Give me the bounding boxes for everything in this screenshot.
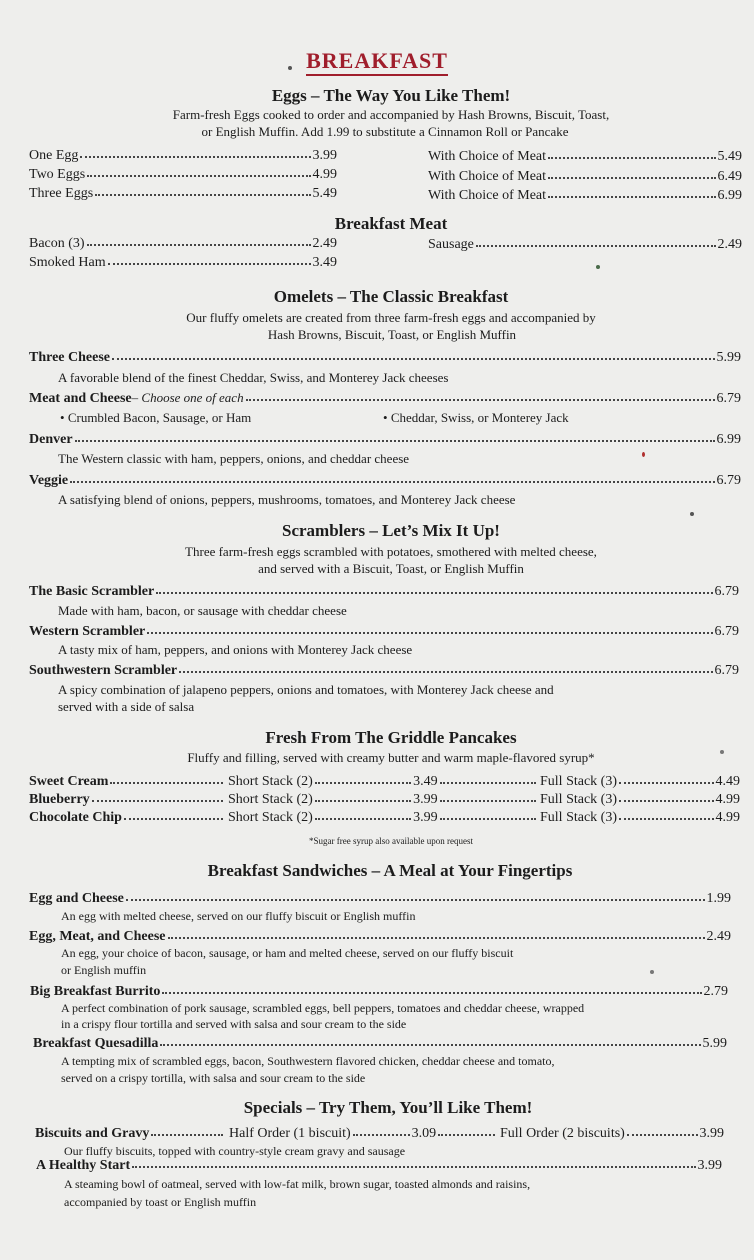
option-label: Half Order (1 biscuit)	[229, 1126, 351, 1141]
item-price: 2.49	[717, 237, 742, 252]
item-price: 6.79	[716, 473, 741, 488]
scramblers-intro-2: and served with a Biscuit, Toast, or English Muffin	[258, 561, 524, 576]
item-price: 3.49	[312, 255, 337, 270]
option-label: Short Stack (2)	[228, 792, 313, 807]
item-description: in a crispy flour tortilla and served with salsa and sour cream to the side	[61, 1017, 407, 1031]
item-name: Biscuits and Gravy	[35, 1126, 150, 1141]
item-price: 6.79	[714, 663, 739, 678]
option-bullet: • Crumbled Bacon, Sausage, or Ham	[60, 410, 252, 425]
price-option	[540, 793, 740, 807]
item-description: A favorable blend of the finest Cheddar, Swiss, and Monterey Jack cheeses	[58, 370, 449, 385]
item-name: Smoked Ham	[29, 255, 106, 270]
item-description: served on a crispy tortilla, with salsa and sour cream to the side	[61, 1071, 366, 1085]
item-price: 4.99	[312, 167, 337, 182]
item-description: An egg, your choice of bacon, sausage, or ham and melted cheese, served on our fluffy biscuit	[61, 946, 514, 960]
item-price: 2.79	[703, 984, 728, 999]
menu-item	[35, 1127, 225, 1141]
item-price: 6.79	[714, 584, 739, 599]
scramblers-heading: Scramblers – Let’s Mix It Up!	[282, 521, 500, 540]
item-price: 6.79	[714, 624, 739, 639]
option-text: Cheddar, Swiss, or Monterey Jack	[390, 410, 569, 425]
paper-speck	[642, 452, 645, 457]
item-price: 6.99	[716, 432, 741, 447]
item-price: 3.99	[699, 1126, 724, 1141]
item-name: Two Eggs	[29, 167, 86, 182]
item-price: 4.99	[715, 810, 740, 825]
item-description: A steaming bowl of oatmeal, served with low-fat milk, brown sugar, toasted almonds and raisins,	[64, 1177, 531, 1191]
eggs-intro-2: or English Muffin. Add 1.99 to substitute a Cinnamon Roll or Pancake	[201, 124, 569, 139]
menu-item	[29, 930, 731, 944]
item-name: Veggie	[29, 473, 69, 488]
item-name: Meat and Cheese	[29, 391, 132, 406]
item-price: 5.99	[716, 350, 741, 365]
item-name: Egg and Cheese	[29, 891, 124, 906]
price-option	[540, 811, 740, 825]
item-price: 4.99	[715, 792, 740, 807]
item-price: 3.99	[697, 1158, 722, 1173]
item-name: Chocolate Chip	[29, 810, 122, 825]
menu-item	[29, 391, 741, 406]
eggs-intro-1: Farm-fresh Eggs cooked to order and accompanied by Hash Browns, Biscuit, Toast,	[172, 107, 610, 122]
price-option	[540, 775, 740, 789]
option-bullet: • Cheddar, Swiss, or Monterey Jack	[383, 410, 569, 425]
menu-item	[428, 238, 742, 252]
item-name: Three Cheese	[29, 350, 110, 365]
item-price: 6.99	[717, 188, 742, 203]
option-label: Full Stack (3)	[540, 810, 617, 825]
item-description: The Western classic with ham, peppers, onions, and cheddar cheese	[58, 451, 410, 466]
item-name: Sausage	[428, 237, 474, 252]
menu-item	[29, 149, 337, 163]
price-option	[228, 811, 538, 825]
item-name: With Choice of Meat	[428, 169, 547, 184]
menu-item	[428, 189, 742, 203]
paper-speck	[690, 512, 694, 516]
menu-item	[30, 985, 728, 999]
menu-title: BREAKFAST	[306, 48, 448, 76]
menu-item	[29, 256, 337, 270]
item-name: Big Breakfast Burrito	[30, 984, 161, 999]
item-name: Blueberry	[29, 792, 90, 807]
menu-title-wrap	[0, 50, 754, 72]
item-price: 3.99	[413, 810, 438, 825]
item-name: With Choice of Meat	[428, 149, 547, 164]
price-option	[229, 1127, 497, 1141]
pancakes-intro: Fluffy and filling, served with creamy butter and warm maple-flavored syrup*	[187, 750, 595, 765]
item-price: 6.49	[717, 169, 742, 184]
item-price: 2.49	[312, 236, 337, 251]
menu-item	[29, 433, 741, 447]
item-description: A perfect combination of pork sausage, scrambled eggs, bell peppers, tomatoes and cheddar cheese, wrapped	[61, 1001, 585, 1015]
item-price: 4.49	[715, 774, 740, 789]
option-label: Full Order (2 biscuits)	[500, 1126, 625, 1141]
item-price: 3.99	[312, 148, 337, 163]
option-label: Short Stack (2)	[228, 810, 313, 825]
item-price: 3.09	[411, 1126, 437, 1141]
item-price: 2.49	[706, 929, 731, 944]
option-label: Full Stack (3)	[540, 774, 617, 789]
item-price: 5.99	[702, 1036, 727, 1051]
item-description: Made with ham, bacon, or sausage with cheddar cheese	[58, 603, 347, 618]
menu-item	[29, 585, 739, 599]
item-name: With Choice of Meat	[428, 188, 547, 203]
item-name: Egg, Meat, and Cheese	[29, 929, 166, 944]
item-name: A Healthy Start	[36, 1158, 131, 1173]
item-description: served with a side of salsa	[58, 699, 195, 714]
item-description: accompanied by toast or English muffin	[64, 1195, 257, 1209]
specials-heading: Specials – Try Them, You’ll Like Them!	[243, 1098, 533, 1117]
menu-item	[29, 625, 739, 639]
scramblers-intro-1: Three farm-fresh eggs scrambled with potatoes, smothered with melted cheese,	[185, 544, 597, 559]
menu-item	[33, 1037, 727, 1051]
item-description: A tempting mix of scrambled eggs, bacon, Southwestern flavored chicken, cheddar cheese and tomato,	[61, 1054, 555, 1068]
price-option	[500, 1127, 724, 1141]
item-name: Sweet Cream	[29, 774, 109, 789]
item-price: 1.99	[706, 891, 731, 906]
pancakes-heading: Fresh From The Griddle Pancakes	[265, 728, 517, 747]
item-description: A satisfying blend of onions, peppers, mushrooms, tomatoes, and Monterey Jack cheese	[58, 492, 516, 507]
item-description: A tasty mix of ham, peppers, and onions with Monterey Jack cheese	[58, 642, 413, 657]
item-description: An egg with melted cheese, served on our fluffy biscuit or English muffin	[61, 909, 416, 923]
menu-item	[428, 170, 742, 184]
menu-item	[29, 351, 741, 365]
omelets-intro-1: Our fluffy omelets are created from three farm-fresh eggs and accompanied by	[186, 310, 596, 325]
item-description: Our fluffy biscuits, topped with country-style cream gravy and sausage	[64, 1144, 406, 1158]
item-name: Denver	[29, 432, 73, 447]
item-description: or English muffin	[61, 963, 147, 977]
item-price: 3.99	[413, 792, 438, 807]
item-price: 3.49	[413, 774, 438, 789]
item-price: 5.49	[717, 149, 742, 164]
paper-speck	[288, 66, 292, 70]
menu-item	[428, 150, 742, 164]
omelets-heading: Omelets – The Classic Breakfast	[273, 287, 509, 306]
item-name: Southwestern Scrambler	[29, 663, 178, 678]
menu-item	[29, 237, 337, 251]
item-price: 5.49	[312, 186, 337, 201]
item-name: The Basic Scrambler	[29, 584, 155, 599]
sandwiches-heading: Breakfast Sandwiches – A Meal at Your Fingertips	[207, 861, 573, 880]
menu-item	[29, 474, 741, 488]
menu-item	[29, 775, 225, 789]
item-name: One Egg	[29, 148, 79, 163]
item-note: – Choose one of each	[131, 390, 244, 405]
menu-item	[29, 811, 225, 825]
menu-item	[29, 168, 337, 182]
meat-heading: Breakfast Meat	[334, 214, 448, 233]
eggs-heading: Eggs – The Way You Like Them!	[271, 86, 511, 105]
item-name: Three Eggs	[29, 186, 94, 201]
item-name: Breakfast Quesadilla	[33, 1036, 159, 1051]
item-price: 6.79	[716, 391, 741, 406]
menu-item	[29, 187, 337, 201]
item-description: A spicy combination of jalapeno peppers, onions and tomatoes, with Monterey Jack cheese and	[58, 682, 554, 697]
item-name: Bacon (3)	[29, 236, 85, 251]
menu-item	[29, 892, 731, 906]
syrup-note: *Sugar free syrup also available upon request	[309, 836, 473, 846]
paper-speck	[720, 750, 724, 754]
menu-item	[36, 1159, 722, 1173]
price-option	[228, 775, 538, 789]
menu-item	[29, 664, 739, 678]
paper-speck	[596, 265, 600, 269]
option-label: Short Stack (2)	[228, 774, 313, 789]
option-text: Crumbled Bacon, Sausage, or Ham	[67, 410, 252, 425]
omelets-intro-2: Hash Browns, Biscuit, Toast, or English Muffin	[267, 327, 517, 342]
item-name: Western Scrambler	[29, 624, 146, 639]
menu-item	[29, 793, 225, 807]
price-option	[228, 793, 538, 807]
paper-speck	[650, 970, 654, 974]
option-label: Full Stack (3)	[540, 792, 617, 807]
